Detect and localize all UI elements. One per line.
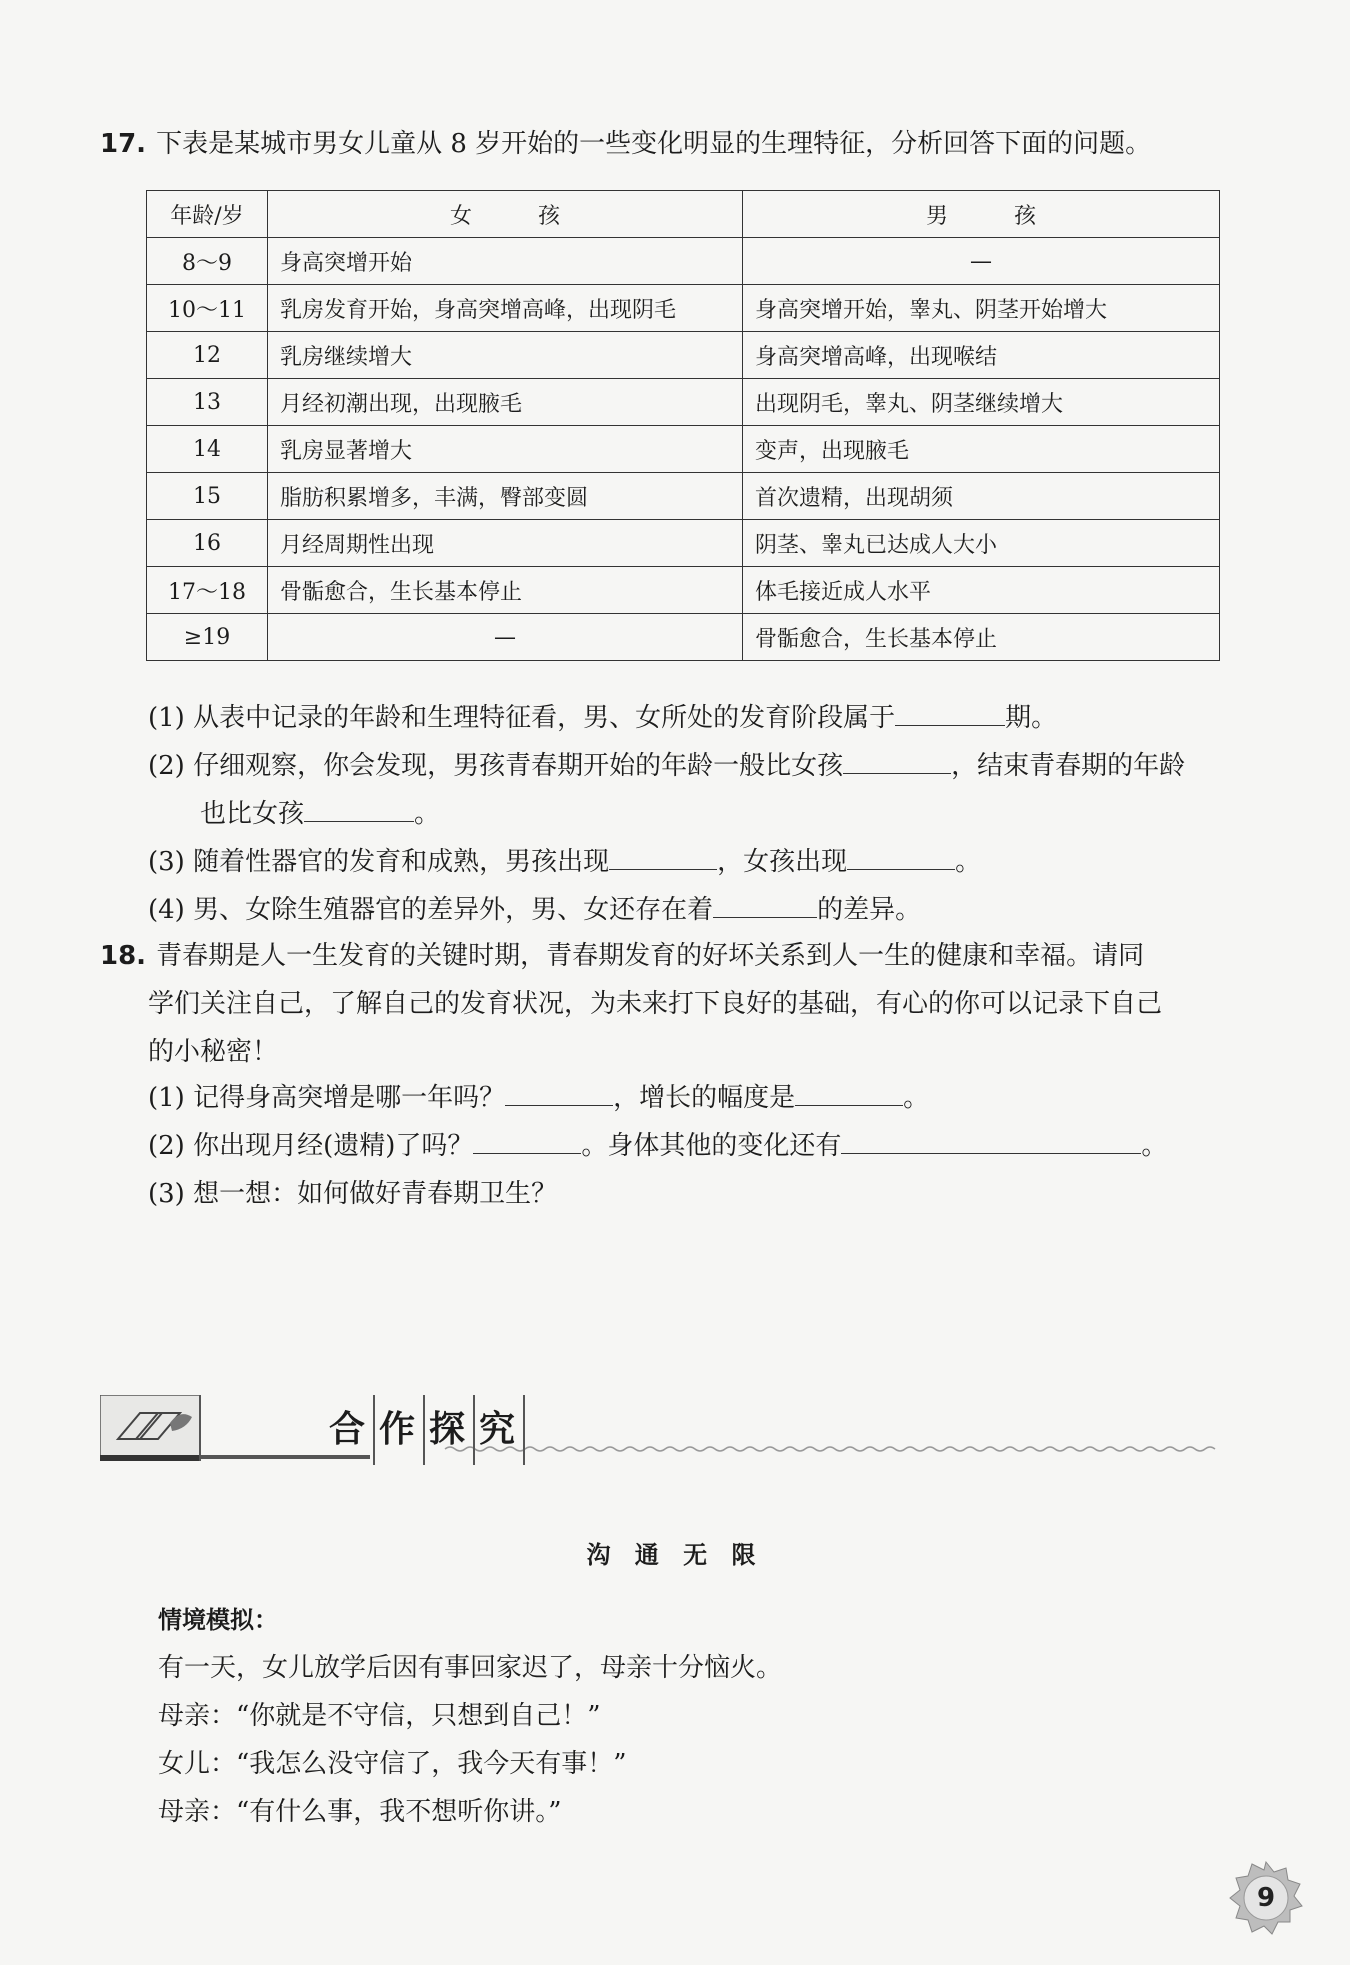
sub-text: (2) 仔细观察，你会发现，男孩青春期开始的年龄一般比女孩 [148,751,844,781]
section-title-char: 探 [425,1395,475,1465]
table-row [147,614,1220,661]
table-row [147,238,1220,285]
answer-blank[interactable] [795,1077,903,1106]
q18-sub-2 [148,1122,1167,1170]
sub-text: 的差异。 [817,895,922,925]
sub-text: 。 [955,847,982,877]
age-cell: 13 [147,379,268,426]
section-title-char: 作 [375,1395,425,1465]
girl-cell: 骨骺愈合，生长基本停止 [268,567,743,614]
section-header [100,1395,1220,1465]
scenario-line: 女儿：“我怎么没守信了，我今天有事！” [158,1749,627,1779]
header-boy: 男 孩 [743,191,1220,238]
table-row [147,520,1220,567]
girl-cell: — [268,614,743,661]
section-title-char: 究 [475,1395,525,1465]
scenario-line: 有一天，女儿放学后因有事回家迟了，母亲十分恼火。 [158,1653,783,1683]
physiology-table [146,190,1220,661]
answer-blank[interactable] [895,697,1005,726]
answer-blank[interactable] [473,1125,581,1154]
answer-blank[interactable] [847,841,955,870]
header-girl: 女 孩 [268,191,743,238]
question-17 [100,120,1151,168]
boy-cell: 出现阴毛，睾丸、阴茎继续增大 [743,379,1220,426]
sub-text: (2) 你出现月经(遗精)了吗？ [148,1131,474,1161]
question-text: 下表是某城市男女儿童从 8 岁开始的一些变化明显的生理特征，分析回答下面的问题。 [156,129,1152,159]
sub-text: 。 [414,799,441,829]
sub-text: 。身体其他的变化还有 [581,1131,842,1161]
sub-text: ，女孩出现 [717,847,848,877]
sub-text: 。 [903,1083,930,1113]
subsection-title: 沟 通 无 限 [586,1541,764,1569]
boy-cell: 身高突增开始，睾丸、阴茎开始增大 [743,285,1220,332]
sub-text: (3) 随着性器官的发育和成熟，男孩出现 [148,847,610,877]
boy-cell: 变声，出现腋毛 [743,426,1220,473]
question-18 [100,932,1230,1076]
boy-cell: 阴茎、睾丸已达成人大小 [743,520,1220,567]
page-number-badge [1228,1860,1304,1936]
table-row [147,379,1220,426]
table-row [147,426,1220,473]
age-cell: ≥19 [147,614,268,661]
age-cell: 16 [147,520,268,567]
girl-cell: 月经周期性出现 [268,520,743,567]
table-header-row [147,191,1220,238]
q17-sub-1 [148,694,1057,742]
sub-text: (1) 记得身高突增是哪一年吗？ [148,1083,506,1113]
girl-cell: 脂肪积累增多，丰满，臀部变圆 [268,473,743,520]
sub-text: 也比女孩 [200,799,305,829]
sub-text: (4) 男、女除生殖器官的差异外，男、女还存在着 [148,895,714,925]
sub-text: 期。 [1005,703,1058,733]
table-row [147,473,1220,520]
answer-blank[interactable] [609,841,717,870]
age-cell: 10～11 [147,285,268,332]
boy-cell: — [743,238,1220,285]
sub-text: ，增长的幅度是 [613,1083,796,1113]
q18-sub-3 [148,1170,557,1218]
girl-cell: 乳房继续增大 [268,332,743,379]
q18-sub-1 [148,1074,929,1122]
sub-text: (3) 想一想：如何做好青春期卫生？ [148,1179,558,1209]
question-number: 18. [100,941,147,971]
q17-sub-3 [148,838,981,886]
scenario-label-text: 情境模拟： [158,1606,278,1634]
sub-text: (1) 从表中记录的年龄和生理特征看，男、女所处的发育阶段属于 [148,703,896,733]
answer-blank[interactable] [843,745,951,774]
age-cell: 14 [147,426,268,473]
answer-blank[interactable] [304,793,414,822]
question-text: 的小秘密！ [148,1037,279,1067]
boy-cell: 骨骺愈合，生长基本停止 [743,614,1220,661]
answer-blank[interactable] [841,1125,1141,1154]
q17-sub-4 [148,886,921,934]
answer-blank[interactable] [713,889,817,918]
section-title-char: 合 [325,1395,375,1465]
sub-text: ，结束青春期的年龄 [951,751,1186,781]
table-row [147,285,1220,332]
age-cell: 12 [147,332,268,379]
girl-cell: 乳房显著增大 [268,426,743,473]
page-number: 9 [1256,1883,1276,1913]
girl-cell: 身高突增开始 [268,238,743,285]
age-cell: 17～18 [147,567,268,614]
table-row [147,567,1220,614]
table-row [147,332,1220,379]
boy-cell: 身高突增高峰，出现喉结 [743,332,1220,379]
scenario-label [158,1596,278,1644]
section-title [325,1395,525,1465]
scenario-line: 母亲：“有什么事，我不想听你讲。” [158,1797,562,1827]
boy-cell: 体毛接近成人水平 [743,567,1220,614]
question-number: 17. [100,129,147,159]
scenario-line: 母亲：“你就是不守信，只想到自己！” [158,1701,601,1731]
age-cell: 8～9 [147,238,268,285]
section-header-graphic [100,1395,1220,1465]
header-age: 年龄/岁 [147,191,268,238]
q17-sub-2-cont [200,790,440,838]
question-text: 学们关注自己，了解自己的发育状况，为未来打下良好的基础，有心的你可以记录下自己 [148,989,1163,1019]
sub-text: 。 [1141,1131,1168,1161]
answer-blank[interactable] [505,1077,613,1106]
boy-cell: 首次遗精，出现胡须 [743,473,1220,520]
girl-cell: 乳房发育开始，身高突增高峰，出现阴毛 [268,285,743,332]
q17-sub-2 [148,742,1185,790]
question-text: 青春期是人一生发育的关键时期，青春期发育的好坏关系到人一生的健康和幸福。请同 [156,941,1145,971]
age-cell: 15 [147,473,268,520]
girl-cell: 月经初潮出现，出现腋毛 [268,379,743,426]
